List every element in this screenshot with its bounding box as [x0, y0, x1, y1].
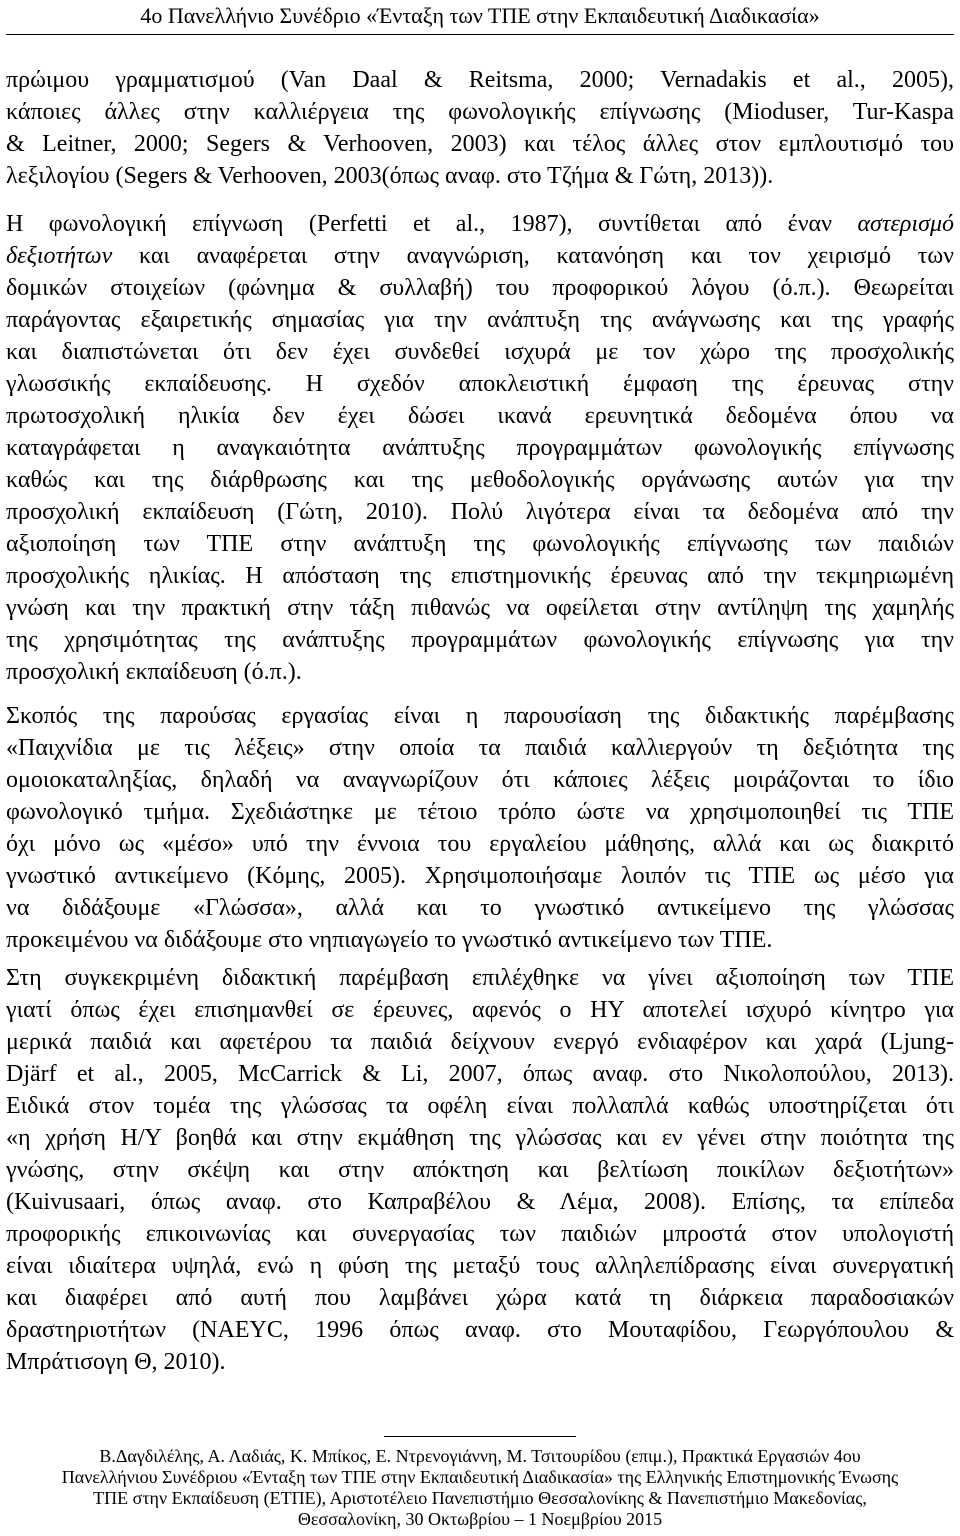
- paragraph-line: αξιοποίηση των ΤΠΕ στην ανάπτυξη της φωνολογικής επίγνωσης των παιδιών: [6, 531, 954, 557]
- paragraph-4: [6, 962, 954, 1378]
- paragraph-line: «η χρήση Η/Υ βοηθά και στην εκμάθηση της γλώσσας και εν γένει στην ποιότητα της: [6, 1125, 954, 1151]
- italic-term: δεξιοτήτων: [6, 243, 113, 269]
- paragraph-line: πρωτοσχολική ηλικία δεν έχει δώσει ικανά ερευνητικά δεδομένα όπου να: [6, 403, 954, 429]
- paragraph-line: Στη συγκεκριμένη διδακτική παρέμβαση επιλέχθηκε να γίνει αξιοποίηση των ΤΠΕ: [6, 965, 954, 991]
- paragraph-line: είναι ιδιαίτερα υψηλά, ενώ η φύση της μεταξύ τους αλληλεπίδρασης είναι συνεργατική: [6, 1253, 954, 1279]
- paragraph-line: Μπράτισογη Θ, 2010).: [6, 1349, 226, 1375]
- header-divider: [6, 34, 954, 35]
- paragraph-line: παράγοντας εξαιρετικής σημασίας για την ανάπτυξη της ανάγνωσης και της γραφής: [6, 307, 954, 333]
- paragraph-line: λεξιλογίου (Segers & Verhooven, 2003(όπως αναφ. στο Τζήμα & Γώτη, 2013)).: [6, 163, 774, 189]
- footer-line: ΤΠΕ στην Εκπαίδευση (ΕΤΠΕ), Αριστοτέλειο Πανεπιστήμιο Θεσσαλονίκης & Πανεπιστήμιο Μακεδονίας,: [93, 1488, 867, 1508]
- paragraph-line: καταγράφεται η αναγκαιότητα ανάπτυξης προγραμμάτων φωνολογικής επίγνωσης: [6, 435, 954, 461]
- paragraph-line: (Kuivusaari, όπως αναφ. στο Καπραβέλου & Λέμα, 2008). Επίσης, τα επίπεδα: [6, 1189, 954, 1215]
- footer-line: Θεσσαλονίκη, 30 Οκτωβρίου – 1 Νοεμβρίου 2015: [297, 1509, 663, 1529]
- footer-divider: [384, 1436, 576, 1437]
- paragraph-line: μερικά παιδιά και αφετέρου τα παιδιά δείχνουν ενεργό ενδιαφέρον και χαρά (Ljung-: [6, 1029, 954, 1055]
- paragraph-line: καθώς και της διάρθρωσης και της μεθοδολογικής οργάνωσης αυτών για την: [6, 467, 954, 493]
- paragraph-3: [6, 700, 954, 956]
- paragraph-line: προσχολική εκπαίδευση (ό.π.).: [6, 659, 302, 685]
- paragraph-line: & Leitner, 2000; Segers & Verhooven, 2003) και τέλος άλλες στον εμπλουτισμό του: [6, 131, 954, 157]
- paragraph-line: δραστηριοτήτων (NAEYC, 1996 όπως αναφ. στο Μουταφίδου, Γεωργόπουλου &: [6, 1317, 954, 1343]
- paragraph-line: και διαπιστώνεται ότι δεν έχει συνδεθεί ισχυρά με τον χώρο της προσχολικής: [6, 339, 954, 365]
- paragraph-line: προκειμένου να διδάξουμε στο νηπιαγωγείο το γνωστικό αντικείμενο των ΤΠΕ.: [6, 927, 773, 953]
- italic-term: αστερισμό: [857, 211, 954, 237]
- paragraph-line: προφορικής επικοινωνίας και συνεργασίας των παιδιών μπροστά στον υπολογιστή: [6, 1221, 954, 1247]
- paragraph-line: «Παιχνίδια με τις λέξεις» στην οποία τα παιδιά καλλιεργούν τη δεξιότητα της: [6, 735, 954, 761]
- paragraph-line: της χρησιμότητας της ανάπτυξης προγραμμάτων φωνολογικής επίγνωσης για την: [6, 627, 954, 653]
- paragraph-line: προσχολική εκπαίδευση (Γώτη, 2010). Πολύ λιγότερα είναι τα δεδομένα από την: [6, 499, 954, 525]
- paragraph-line: όχι μόνο ως «μέσο» υπό την έννοια του εργαλείου μάθησης, αλλά και ως διακριτό: [6, 831, 954, 857]
- paragraph-line: ομοιοκαταληξίας, δηλαδή να αναγνωρίζουν ότι κάποιες λέξεις μοιράζονται το ίδιο: [6, 767, 954, 793]
- paragraph-line: [6, 240, 954, 272]
- paragraph-line: γιατί όπως έχει επισημανθεί σε έρευνες, αφενός ο ΗΥ αποτελεί ισχυρό κίνητρο για: [6, 997, 954, 1023]
- paragraph-line: Ειδικά στον τομέα της γλώσσας τα οφέλη είναι πολλαπλά καθώς υποστηρίζεται ότι: [6, 1093, 954, 1119]
- paragraph-line: [6, 208, 954, 240]
- footer-line: Πανελλήνιου Συνέδριου «Ένταξη των ΤΠΕ στην Εκπαιδευτική Διαδικασία» της Ελληνικής Επιστημονικής Ένωσης: [61, 1467, 899, 1487]
- paragraph-2: [6, 208, 954, 688]
- paragraph-line: Djärf et al., 2005, McCarrick & Li, 2007, όπως αναφ. στο Νικολοπούλου, 2013).: [6, 1061, 954, 1087]
- page-footer: [0, 1446, 960, 1530]
- paragraph-line: γνωστικό αντικείμενο (Κόμης, 2005). Χρησιμοποιήσαμε λοιπόν τις ΤΠΕ ως μέσο για: [6, 863, 954, 889]
- paragraph-line: προσχολικής ηλικίας. Η απόσταση της επιστημονικής έρευνας από την τεκμηριωμένη: [6, 563, 954, 589]
- running-header: 4ο Πανελλήνιο Συνέδριο «Ένταξη των ΤΠΕ στην Εκπαιδευτική Διαδικασία»: [140, 3, 820, 28]
- paragraph-line: και διαφέρει από αυτή που λαμβάνει χώρα κατά τη διάρκεια παραδοσιακών: [6, 1285, 954, 1311]
- paragraph-line: γνώση και την πρακτική στην τάξη πιθανώς να οφείλεται στην αντίληψη της χαμηλής: [6, 595, 954, 621]
- paragraph-line: κάποιες άλλες στην καλλιέργεια της φωνολογικής επίγνωσης (Mioduser, Tur-Kaspa: [6, 99, 954, 125]
- paragraph-line: Σκοπός της παρούσας εργασίας είναι η παρουσίαση της διδακτικής παρέμβασης: [6, 703, 954, 729]
- paragraph-1: [6, 64, 954, 192]
- footer-line: Β.Δαγδιλέλης, Α. Λαδιάς, Κ. Μπίκος, Ε. Ντρενογιάννη, Μ. Τσιτουρίδου (επιμ.), Πρακτικά Εργασιών 4ου: [99, 1446, 861, 1466]
- paragraph-line: φωνολογικό τμήμα. Σχεδιάστηκε με τέτοιο τρόπο ώστε να χρησιμοποιηθεί τις ΤΠΕ: [6, 799, 954, 825]
- paragraph-line: δομικών στοιχείων (φώνημα & συλλαβή) του προφορικού λόγου (ό.π.). Θεωρείται: [6, 275, 954, 301]
- paragraph-line: πρώιμου γραμματισμού (Van Daal & Reitsma, 2000; Vernadakis et al., 2005),: [6, 67, 954, 93]
- text-run: Η φωνολογική επίγνωση (Perfetti et al., 1987), συντίθεται από έναν: [6, 211, 858, 237]
- paragraph-line: να διδάξουμε «Γλώσσα», αλλά και το γνωστικό αντικείμενο της γλώσσας: [6, 895, 954, 921]
- text-run: και αναφέρεται στην αναγνώριση, κατανόηση και τον χειρισμό των: [112, 243, 954, 269]
- paragraph-line: γνώσης, στην σκέψη και στην απόκτηση και βελτίωση ποικίλων δεξιοτήτων»: [6, 1157, 954, 1183]
- paragraph-line: γλωσσικής εκπαίδευσης. Η σχεδόν αποκλειστική έμφαση της έρευνας στην: [6, 371, 954, 397]
